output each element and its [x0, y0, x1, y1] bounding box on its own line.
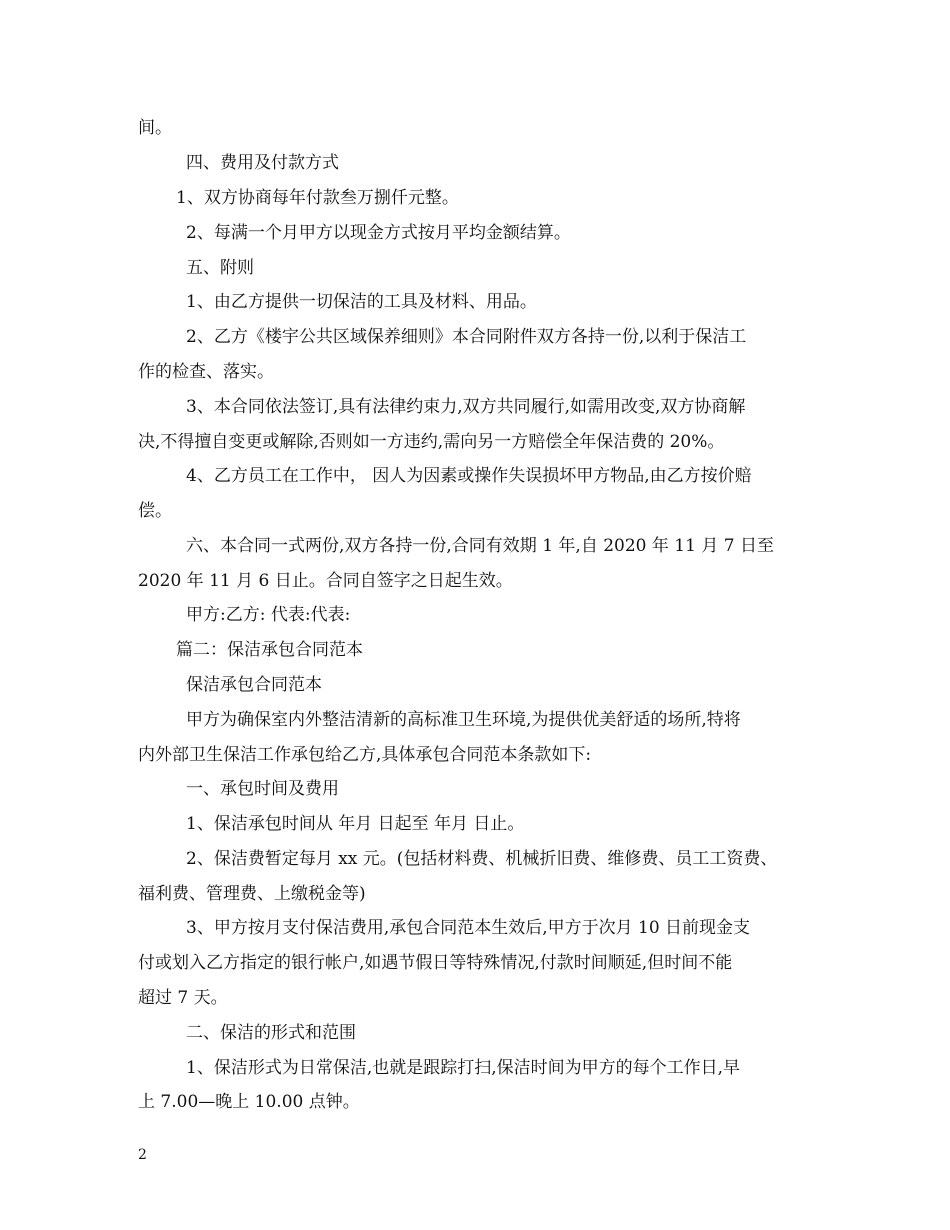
part-heading: 篇二：保洁承包合同范本 [176, 640, 363, 660]
body-line: 2、保洁费暂定每月 xx 元。(包括材料费、机械折旧费、维修费、员工工资费、 [186, 849, 778, 869]
body-line: 偿。 [138, 501, 172, 521]
body-line: 4、乙方员工在工作中， 因人为因素或操作失误损坏甲方物品,由乙方按价赔 [186, 466, 752, 486]
body-line: 3、甲方按月支付保洁费用,承包合同范本生效后,甲方于次月 10 日前现金支 [186, 918, 751, 938]
body-line: 2、乙方《楼宇公共区域保养细则》本合同附件双方各持一份,以利于保洁工 [186, 327, 747, 347]
section-heading: 二、保洁的形式和范围 [186, 1023, 356, 1043]
section-heading: 一、承包时间及费用 [186, 779, 339, 799]
document-title: 保洁承包合同范本 [186, 675, 322, 695]
body-line: 1、保洁形式为日常保洁,也就是跟踪打扫,保洁时间为甲方的每个工作日,早 [186, 1058, 741, 1078]
body-line: 福利费、管理费、上缴税金等) [138, 884, 366, 904]
body-line: 2020 年 11 月 6 日止。合同自签字之日起生效。 [138, 571, 513, 591]
body-line: 六、本合同一式两份,双方各持一份,合同有效期 1 年,自 2020 年 11 月 7 日至 [186, 536, 774, 556]
body-line: 付或划入乙方指定的银行帐户,如遇节假日等特殊情况,付款时间顺延,但时间不能 [138, 953, 733, 973]
body-line: 1、双方协商每年付款叁万捌仟元整。 [176, 188, 459, 208]
page-number: 2 [138, 1147, 147, 1163]
body-line: 超过 7 天。 [138, 988, 228, 1008]
body-line: 上 7.00—晚上 10.00 点钟。 [138, 1092, 360, 1112]
body-line: 1、保洁承包时间从 年月 日起至 年月 日止。 [186, 814, 525, 834]
body-line: 甲方为确保室内外整洁清新的高标准卫生环境,为提供优美舒适的场所,特将 [186, 710, 741, 730]
body-line: 3、本合同依法签订,具有法律约束力,双方共同履行,如需用改变,双方协商解 [186, 397, 746, 417]
signature-line: 甲方:乙方: 代表:代表: [186, 605, 351, 625]
body-line: 1、由乙方提供一切保洁的工具及材料、用品。 [186, 292, 537, 312]
body-line: 内外部卫生保洁工作承包给乙方,具体承包合同范本条款如下: [138, 745, 592, 765]
section-heading: 五、附则 [186, 258, 254, 278]
section-heading: 四、费用及付款方式 [186, 153, 339, 173]
body-line: 间。 [138, 118, 172, 138]
body-line: 作的检查、落实。 [138, 362, 274, 382]
body-line: 决,不得擅自变更或解除,否则如一方违约,需向另一方赔偿全年保洁费的 20%。 [138, 432, 725, 452]
body-line: 2、每满一个月甲方以现金方式按月平均金额结算。 [186, 223, 571, 243]
